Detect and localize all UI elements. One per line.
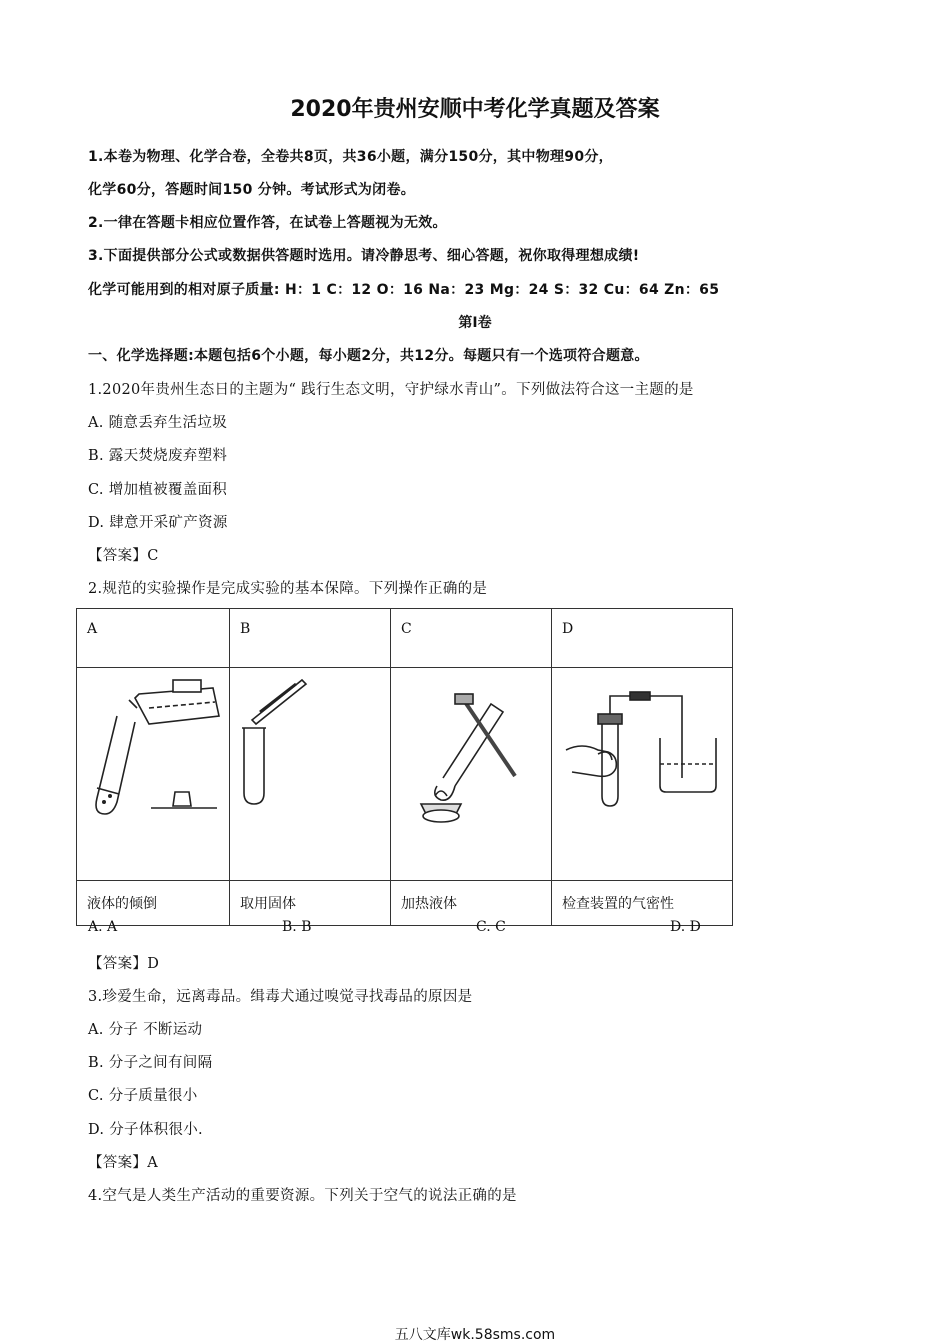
volume-heading: 第I卷 xyxy=(458,315,492,331)
note-4: 3.下面提供部分公式或数据供答题时选用。请冷静思考、细心答题，祝你取得理想成绩! xyxy=(88,248,640,264)
liquid-pouring-figure xyxy=(77,668,229,876)
q2-figure-a xyxy=(77,668,230,881)
q2-option-a: A. A xyxy=(88,919,118,935)
q2-header-b: B xyxy=(230,609,391,668)
section-heading: 一、化学选择题:本题包括6个小题，每小题2分，共12分。每题只有一个选项符合题意。 xyxy=(88,348,649,364)
q2-options-table xyxy=(76,608,733,926)
q1-option-a: A. 随意丢弃生活垃圾 xyxy=(88,415,227,431)
solid-taking-figure xyxy=(230,668,390,876)
q2-figure-b xyxy=(230,668,391,881)
q4-stem: 4.空气是人类生产活动的重要资源。下列关于空气的说法正确的是 xyxy=(88,1188,517,1204)
q2-caption-c: 加热液体 xyxy=(391,881,552,926)
q3-option-a: A. 分子 不断运动 xyxy=(88,1022,203,1038)
q2-stem: 2.规范的实验操作是完成实验的基本保障。下列操作正确的是 xyxy=(88,581,488,597)
q3-answer: 【答案】A xyxy=(88,1155,158,1171)
q2-header-d: D xyxy=(552,609,733,668)
q1-option-d: D. 肆意开采矿产资源 xyxy=(88,515,228,531)
liquid-heating-figure xyxy=(391,668,551,876)
q1-option-b: B. 露天焚烧废弃塑料 xyxy=(88,448,228,464)
note-3: 2.一律在答题卡相应位置作答，在试卷上答题视为无效。 xyxy=(88,215,447,231)
q3-option-b: B. 分子之间有间隔 xyxy=(88,1055,213,1071)
q2-option-c: C. C xyxy=(476,919,506,935)
atomic-mass-note: 化学可能用到的相对原子质量: H：1 C：12 O：16 Na：23 Mg：24 S：32 Cu：64 Zn：65 xyxy=(88,282,720,298)
q2-caption-b: 取用固体 xyxy=(230,881,391,926)
q2-option-b: B. B xyxy=(282,919,312,935)
q1-option-c: C. 增加植被覆盖面积 xyxy=(88,482,228,498)
q2-option-d: D. D xyxy=(670,919,701,935)
note-2: 化学60分，答题时间150 分钟。考试形式为闭卷。 xyxy=(88,182,416,198)
q2-answer: 【答案】D xyxy=(88,956,160,972)
q3-stem: 3.珍爱生命，远离毒品。缉毒犬通过嗅觉寻找毒品的原因是 xyxy=(88,989,473,1005)
q1-stem: 1.2020年贵州生态日的主题为“ 践行生态文明，守护绿水青山”。下列做法符合这一主题的是 xyxy=(88,382,694,398)
page-title: 2020年贵州安顺中考化学真题及答案 xyxy=(290,97,660,122)
q3-option-d: D. 分子体积很小. xyxy=(88,1122,203,1138)
q2-caption-d: 检查装置的气密性 xyxy=(552,881,733,926)
q3-option-c: C. 分子质量很小 xyxy=(88,1088,198,1104)
note-1: 1.本卷为物理、化学合卷，全卷共8页，共36小题，满分150分，其中物理90分， xyxy=(88,149,613,165)
q2-header-c: C xyxy=(391,609,552,668)
q1-answer: 【答案】C xyxy=(88,548,159,564)
q2-figure-d xyxy=(552,668,733,881)
airtightness-check-figure xyxy=(552,668,732,876)
site-footer: 五八文库wk.58sms.com xyxy=(394,1327,556,1343)
q2-caption-a: 液体的倾倒 xyxy=(77,881,230,926)
q2-figure-c xyxy=(391,668,552,881)
q2-header-a: A xyxy=(77,609,230,668)
